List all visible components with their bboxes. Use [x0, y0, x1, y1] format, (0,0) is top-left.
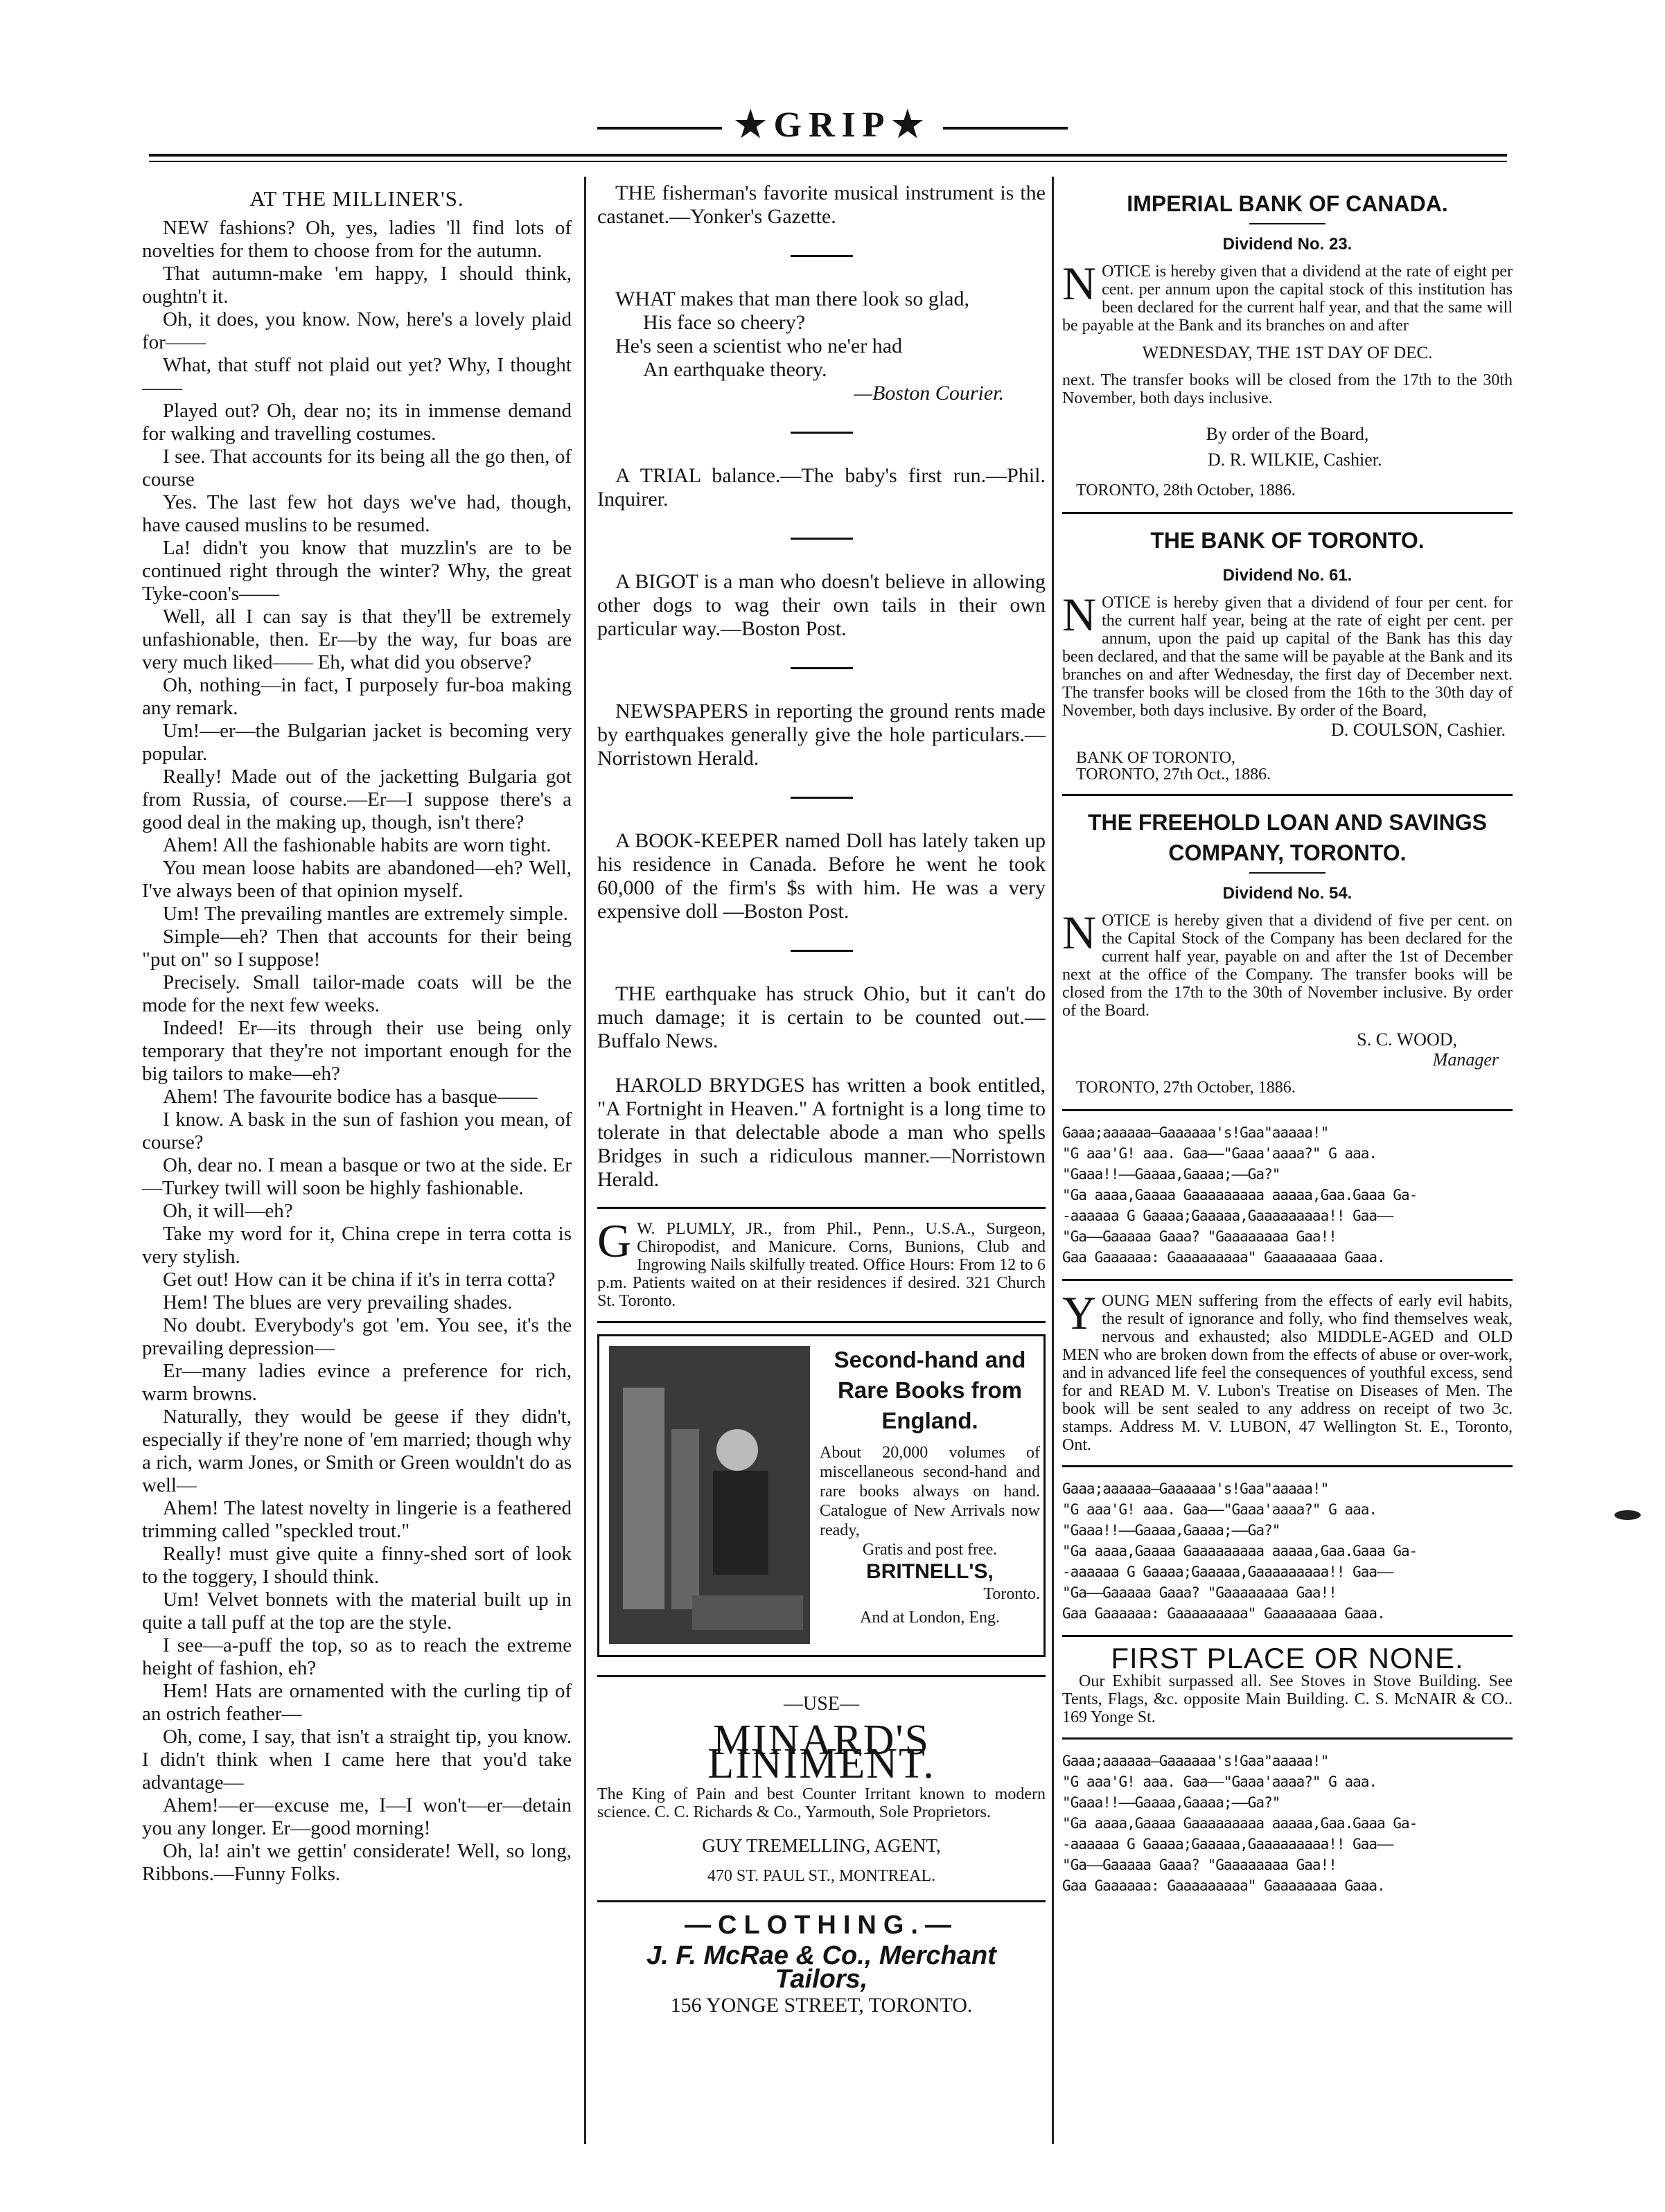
notice-divider	[1062, 1465, 1513, 1467]
notice-divider	[1062, 1737, 1513, 1740]
ink-speck	[1614, 1510, 1641, 1520]
masthead-star-right: ★	[891, 105, 931, 145]
dialogue-paragraph: Oh, come, I say, that isn't a straight tip, you know. I didn't think when I came here that you'd take advantage—	[142, 1726, 572, 1794]
book-ad-body: About 20,000 volumes of miscellaneous second-hand and rare books always on hand. Catalogue of New Arrivals now ready,	[820, 1444, 1040, 1539]
dialogue-paragraph: I know. A bask in the sun of fashion you mean, of course?	[142, 1108, 572, 1153]
garbled-line: "Ga——Gaaaaa Gaaa? "Gaaaaaaaa Gaa!!	[1062, 1857, 1337, 1873]
joke-earthquake: THE earthquake has struck Ohio, but it can't do much damage; it is certain to be counted out.—Buffalo News.	[597, 982, 1046, 1052]
young-men-ad: YOUNG MEN suffering from the effects of early evil habits, the result of ignorance and folly, who find themselves weak, nervous and exhausted; also MIDDLE-AGED and OLD MEN who are broken down from the effects of abuse or over-work, and in advanced life feel the consequences of youthful excess, send for and READ M. V. Lubon's Treatise on Diseases of Men. The book will be sent sealed to any address on receipt of two 3c. stamps. Address M. V. LUBON, 47 Wellington St. E., Toronto, Ont.	[1062, 1286, 1513, 1454]
garbled-line: Gaa Gaaaaaa: Gaaaaaaaaa" Gaaaaaaaa Gaaa.	[1062, 1605, 1385, 1622]
dialogue-paragraph: Precisely. Small tailor-made coats will be the mode for the next few weeks.	[142, 971, 572, 1016]
dialogue-paragraph: Ahem! All the fashionable habits are worn tight.	[163, 834, 552, 856]
bank-imperial-notice-2: next. The transfer books will be closed from the 17th to the 30th November, both days inclusive.	[1062, 371, 1513, 407]
dialogue-paragraph: Oh, dear no. I mean a basque or two at the side. Er—Turkey twill will soon be highly fashionable.	[142, 1154, 572, 1199]
garbled-line: "Gaaa!!——Gaaaa,Gaaaa;——Ga?"	[1062, 1166, 1280, 1183]
garbled-line: "G aaa'G! aaa. Gaa——"Gaaa'aaaa?" G aaa.	[1062, 1773, 1377, 1790]
dialogue-paragraph: Er—many ladies evince a preference for rich, warm browns.	[142, 1360, 572, 1405]
short-rule	[1249, 872, 1325, 874]
plumly-ad: G W. PLUMLY, JR., from Phil., Penn., U.S.A., Surgeon, Chiropodist, and Manicure. Corns, Bunions, Club and Ingrowing Nails skilfully treated. Office Hours: From 12 to 6 p.m. Patients waited on at their residences if desired. 321 Church St. Toronto.	[597, 1214, 1046, 1310]
separator	[791, 538, 853, 540]
column-rule-2	[1052, 177, 1054, 2144]
ad-divider	[597, 1675, 1046, 1677]
bank-imperial-order: By order of the Board,	[1206, 424, 1369, 444]
notice-divider	[1062, 1635, 1513, 1637]
dialogue-paragraph: Get out! How can it be china if it's in terra cotta?	[163, 1268, 556, 1291]
dialogue-paragraph: Ahem! The latest novelty in lingerie is a feathered trimming called "speckled trout."	[142, 1497, 572, 1542]
bank-toronto-dateline: BANK OF TORONTO, TORONTO, 27th Oct., 1886.	[1076, 749, 1271, 784]
garbled-line: -aaaaaa G Gaaaa;Gaaaaa,Gaaaaaaaaa!! Gaa——	[1062, 1564, 1393, 1580]
dialogue-paragraph: Oh, la! ain't we gettin' considerate! Well, so long, Ribbons.—Funny Folks.	[142, 1840, 572, 1885]
bank-imperial-dividend: Dividend No. 23.	[1222, 235, 1353, 254]
notice-divider	[1062, 1109, 1513, 1111]
dialogue-paragraph: Hem! The blues are very prevailing shades.	[163, 1291, 513, 1313]
garbled-line: "G aaa'G! aaa. Gaa——"Gaaa'aaaa?" G aaa.	[1062, 1145, 1377, 1162]
joke-bigot: A BIGOT is a man who doesn't believe in allowing other dogs to wag their own tails in their own particular way.—Boston Post.	[597, 570, 1046, 640]
garbled-line: Gaa Gaaaaaa: Gaaaaaaaaa" Gaaaaaaaa Gaaa.	[1062, 1877, 1385, 1894]
minard-liniment: MINARD'S LINIMENT.	[707, 1717, 935, 1787]
first-place-body: Our Exhibit surpassed all. See Stoves in Stove Building. See Tents, Flags, &c. opposite Main Building. C. S. McNAIR & CO.. 169 Yonge St.	[1062, 1672, 1513, 1726]
minard-body: The King of Pain and best Counter Irritant known to modern science. C. C. Richards & Co., Yarmouth, Sole Proprietors.	[597, 1785, 1046, 1821]
garbled-line: -aaaaaa G Gaaaa;Gaaaaa,Gaaaaaaaaa!! Gaa——	[1062, 1836, 1393, 1852]
dialogue-paragraph: Well, all I can say is that they'll be extremely unfashionable, then. Er—by the way, fur boas are very much liked—— Eh, what did you observe?	[142, 605, 572, 673]
dialogue-paragraph: You mean loose habits are abandoned—eh? Well, I've always been of that opinion myself.	[142, 857, 572, 902]
ad-divider	[597, 1900, 1046, 1902]
bank-toronto-dividend: Dividend No. 61.	[1222, 566, 1353, 585]
garbled-line: Gaaa;aaaaaa—Gaaaaaa's!Gaa"aaaaa!"	[1062, 1124, 1329, 1141]
dialogue-paragraph: What, that stuff not plaid out yet? Why, I thought——	[142, 354, 572, 399]
column-milliner	[142, 182, 572, 2142]
bank-imperial-date: WEDNESDAY, THE 1ST DAY OF DEC.	[1142, 344, 1433, 362]
poem-source: —Boston Courier.	[854, 382, 1004, 405]
masthead-title: GRIP	[773, 105, 892, 145]
joke-newspapers: NEWSPAPERS in reporting the ground rents made by earthquakes generally give the hole particulars.—Norristown Herald.	[597, 700, 1046, 770]
dialogue-paragraph: No doubt. Everybody's got 'em. You see, it's the prevailing depression—	[142, 1314, 572, 1359]
freehold-name: THE FREEHOLD LOAN AND SAVINGS COMPANY, TORONTO.	[1087, 810, 1487, 865]
joke-trial-balance: A TRIAL balance.—The baby's first run.—Phil. Inquirer.	[597, 464, 1046, 511]
bank-toronto-notice: NOTICE is hereby given that a dividend of four per cent. for the current half year, being at the rate of eight per cent. per annum, upon the paid up capital of the Bank has this day been declared, and that the same will be payable at the Bank and its branches on and after Wednesday, the first day of December next. The transfer books will be closed from the 16th to the 30th day of November, both days inclusive. By order of the Board,	[1062, 588, 1513, 720]
separator	[791, 255, 853, 257]
garbled-line: "Gaaa!!——Gaaaa,Gaaaa;——Ga?"	[1062, 1794, 1280, 1811]
article-title: AT THE MILLINER'S.	[249, 186, 464, 211]
mcrae-name: J. F. McRae & Co., Merchant Tailors,	[646, 1941, 996, 1994]
ad-divider	[597, 1207, 1046, 1209]
bank-imperial-signer: D. R. WILKIE, Cashier.	[1208, 450, 1382, 470]
mcrae-address: 156 YONGE STREET, TORONTO.	[670, 1994, 973, 2017]
top-rule	[149, 154, 1507, 157]
garbled-line: "Ga——Gaaaaa Gaaa? "Gaaaaaaaa Gaa!!	[1062, 1228, 1337, 1245]
dialogue-paragraph: Played out? Oh, dear no; its in immense demand for walking and travelling costumes.	[142, 400, 572, 445]
book-ad-gratis: Gratis and post free.	[862, 1541, 998, 1559]
notice-divider	[1062, 794, 1513, 796]
garbled-line: "Gaaa!!——Gaaaa,Gaaaa;——Ga?"	[1062, 1522, 1280, 1539]
notice-divider	[1062, 1279, 1513, 1281]
book-ad-heading: Second-hand and Rare Books from England.	[834, 1347, 1026, 1433]
bank-toronto-signer: D. COULSON, Cashier.	[1330, 720, 1506, 740]
britnell-book-ad	[597, 1334, 1046, 1657]
ad-divider	[597, 1321, 1046, 1323]
dialogue-paragraph: Indeed! Er—its through their use being only temporary that they're not important enough for the big tailors to make—eh?	[142, 1017, 572, 1085]
dialogue-paragraph: Really! must give quite a finny-shed sort of look to the toggery, I should think.	[142, 1543, 572, 1588]
dialogue-body	[142, 217, 572, 1886]
notice-divider	[1062, 512, 1513, 514]
dialogue-paragraph: Oh, it does, you know. Now, here's a lovely plaid for——	[142, 308, 572, 353]
garbled-text-block	[1062, 1751, 1513, 1896]
garbled-line: Gaaa;aaaaaa—Gaaaaaa's!Gaa"aaaaa!"	[1062, 1480, 1329, 1497]
garbled-line: "Ga——Gaaaaa Gaaa? "Gaaaaaaaa Gaa!!	[1062, 1584, 1337, 1601]
dialogue-paragraph: Naturally, they would be geese if they didn't, especially if they're none of 'em married; though why a rich, warm Jones, or Smith or Green wouldn't do as well—	[142, 1406, 572, 1496]
garbled-text-block	[1062, 1122, 1513, 1268]
separator	[791, 667, 853, 669]
freehold-dividend: Dividend No. 54.	[1222, 884, 1353, 903]
dialogue-paragraph: Um! Velvet bonnets with the material built up in quite a tall puff at the top are the style.	[142, 1589, 572, 1634]
top-rule-thin	[149, 161, 1507, 162]
agent-address: 470 ST. PAUL ST., MONTREAL.	[707, 1867, 936, 1885]
dialogue-paragraph: NEW fashions? Oh, yes, ladies 'll find lots of novelties for them to choose from for the autumn.	[142, 217, 572, 262]
garbled-line: Gaaa;aaaaaa—Gaaaaaa's!Gaa"aaaaa!"	[1062, 1753, 1329, 1769]
dialogue-paragraph: Ahem!—er—excuse me, I—I won't—er—detain you any longer. Er—good morning!	[142, 1794, 572, 1839]
column-notices	[1062, 182, 1513, 2142]
masthead-star-left: ★	[734, 105, 774, 145]
clothing-heading: —CLOTHING.—	[685, 1911, 958, 1940]
book-ad-text	[820, 1345, 1040, 1627]
dialogue-paragraph: Oh, it will—eh?	[163, 1200, 293, 1222]
dialogue-paragraph: La! didn't you know that muzzlin's are to be continued right through the winter? Why, the great Tyke-coon's——	[142, 537, 572, 605]
dialogue-paragraph: Um!—er—the Bulgarian jacket is becoming very popular.	[142, 720, 572, 765]
dialogue-paragraph: Oh, nothing—in fact, I purposely fur-boa making any remark.	[142, 674, 572, 719]
illustration-reading-man	[609, 1346, 810, 1644]
dialogue-paragraph: Simple—eh? Then that accounts for their being "put on" so I suppose!	[142, 926, 572, 971]
dialogue-paragraph: Hem! Hats are ornamented with the curling tip of an ostrich feather—	[142, 1680, 572, 1725]
freehold-signer: S. C. WOOD,	[1357, 1029, 1457, 1050]
garbled-line: "G aaa'G! aaa. Gaa——"Gaaa'aaaa?" G aaa.	[1062, 1501, 1377, 1518]
separator	[791, 797, 853, 799]
short-rule	[1249, 223, 1325, 224]
bank-imperial-name: IMPERIAL BANK OF CANADA.	[1127, 191, 1448, 216]
first-place-heading: FIRST PLACE OR NONE.	[1111, 1642, 1464, 1674]
joke-castanet: THE fisherman's favorite musical instrument is the castanet.—Yonker's Gazette.	[597, 182, 1046, 228]
dialogue-paragraph: Yes. The last few hot days we've had, though, have caused muslins to be resumed.	[142, 491, 572, 536]
freehold-title: Manager	[1432, 1050, 1499, 1070]
dialogue-paragraph: I see. That accounts for its being all the go then, of course	[142, 445, 572, 490]
garbled-line: "Ga aaaa,Gaaaa Gaaaaaaaaa aaaaa,Gaa.Gaaa Ga-	[1062, 1543, 1418, 1559]
freehold-notice: NOTICE is hereby given that a dividend of five per cent. on the Capital Stock of the Company has been declared for the current half year, payable on and after the 1st of December next at the office of the Company. The transfer books will be closed from the 17th to the 30th of November inclusive. By order of the Board.	[1062, 906, 1513, 1020]
agent-name: GUY TREMELLING, AGENT,	[702, 1835, 941, 1856]
book-ad-city: Toronto.	[983, 1585, 1040, 1603]
separator	[791, 950, 853, 952]
dialogue-paragraph: Ahem! The favourite bodice has a basque——	[163, 1086, 538, 1108]
masthead	[0, 104, 1665, 145]
dialogue-paragraph: Um! The prevailing mantles are extremely simple.	[163, 903, 568, 925]
bank-toronto-name: THE BANK OF TORONTO.	[1150, 528, 1425, 553]
dialogue-paragraph: I see—a-puff the top, so as to reach the extreme height of fashion, eh?	[142, 1634, 572, 1679]
column-jokes	[597, 182, 1046, 2142]
bank-imperial-notice: NOTICE is hereby given that a dividend at the rate of eight per cent. per annum upon the capital stock of this institution has been declared for the current half year, and that the same will be payable at the Bank and its branches on and after	[1062, 257, 1513, 335]
garbled-line: Gaa Gaaaaaa: Gaaaaaaaaa" Gaaaaaaaa Gaaa.	[1062, 1249, 1385, 1266]
book-ad-branch: And at London, Eng.	[860, 1609, 1000, 1627]
poem: WHAT makes that man there look so glad, His face so cheery? He's seen a scientist who ne'er had An earthquake theory. —Boston Courier.	[597, 287, 1046, 405]
use-label: —USE—	[784, 1693, 859, 1715]
freehold-dateline: TORONTO, 27th October, 1886.	[1076, 1079, 1296, 1097]
column-rule-1	[584, 177, 586, 2144]
dialogue-paragraph: Really! Made out of the jacketting Bulgaria got from Russia, of course.—Er—I suppose there's a good deal in the making up, though, isn't there?	[142, 766, 572, 833]
garbled-text-block	[1062, 1478, 1513, 1624]
dialogue-paragraph: Take my word for it, China crepe in terra cotta is very stylish.	[142, 1223, 572, 1268]
garbled-line: -aaaaaa G Gaaaa;Gaaaaa,Gaaaaaaaaa!! Gaa——	[1062, 1207, 1393, 1224]
garbled-line: "Ga aaaa,Gaaaa Gaaaaaaaaa aaaaa,Gaa.Gaaa Ga-	[1062, 1815, 1418, 1832]
garbled-line: "Ga aaaa,Gaaaa Gaaaaaaaaa aaaaa,Gaa.Gaaa Ga-	[1062, 1187, 1418, 1203]
joke-book-keeper: A BOOK-KEEPER named Doll has lately taken up his residence in Canada. Before he went he took 60,000 of the firm's $s with him. He was a very expensive doll —Boston Post.	[597, 829, 1046, 923]
dialogue-paragraph: That autumn-make 'em happy, I should think, oughtn't it.	[142, 263, 572, 308]
book-ad-name: BRITNELL'S,	[866, 1560, 994, 1583]
separator	[791, 432, 853, 434]
masthead-rule-right	[943, 127, 1068, 130]
joke-brydges: HAROLD BRYDGES has written a book entitled, "A Fortnight in Heaven." A fortnight is a long time to tolerate in that delectable abode a man who spells Bridges in such a ridiculous manner.—Norristown Herald.	[597, 1074, 1046, 1191]
bank-imperial-dateline: TORONTO, 28th October, 1886.	[1076, 481, 1296, 499]
masthead-rule-left	[597, 127, 722, 130]
